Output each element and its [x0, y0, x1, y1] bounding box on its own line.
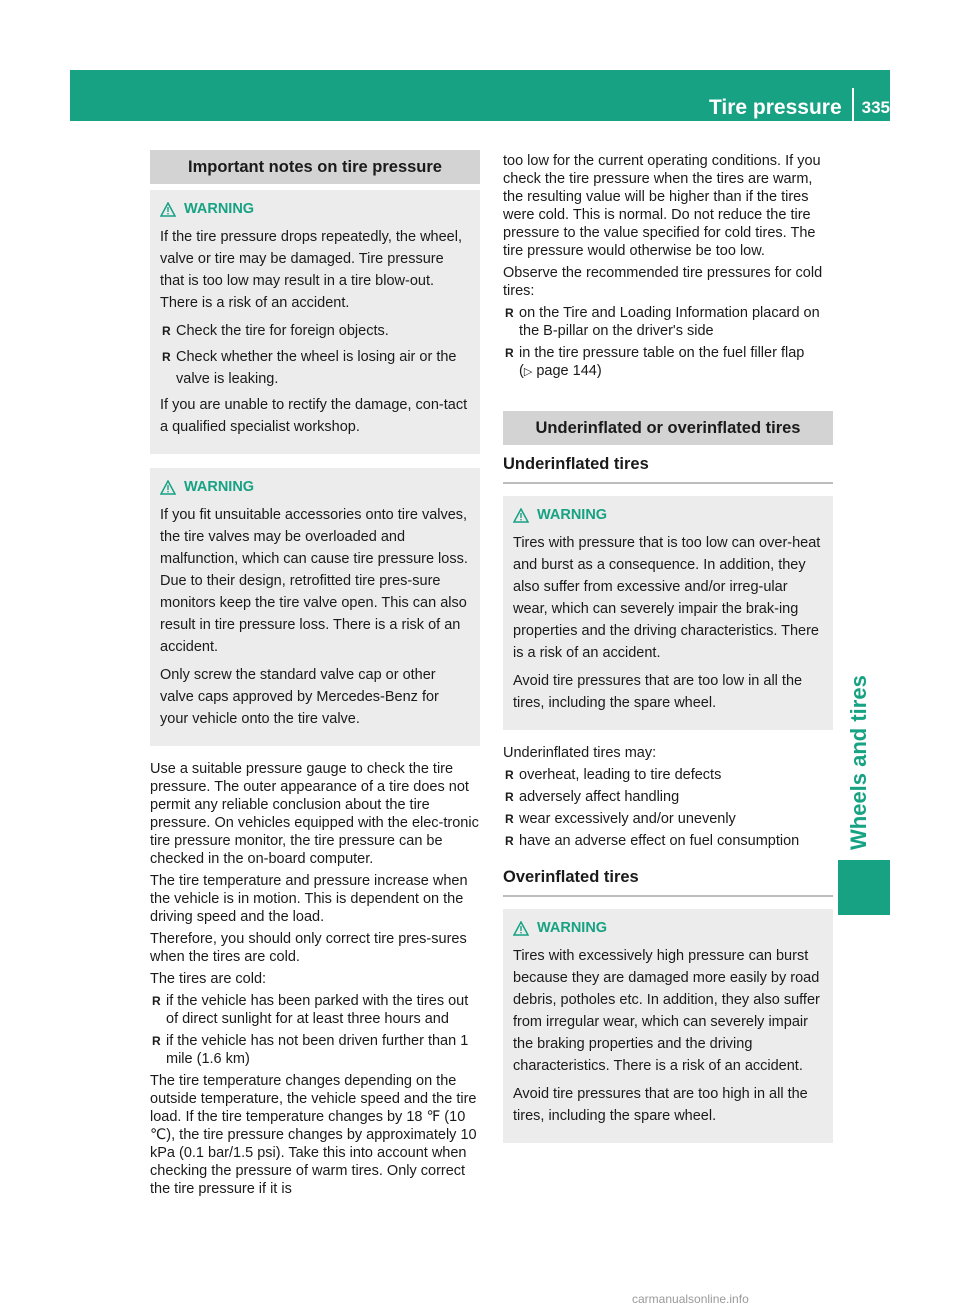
warning-triangle-icon [160, 480, 176, 495]
warning-title: WARNING [160, 198, 470, 220]
side-tab-marker [838, 860, 890, 915]
page-title: Tire pressure [708, 96, 842, 119]
list-item: R have an adverse effect on fuel consumption [505, 833, 800, 849]
warning-text: If the tire pressure drops repeatedly, the wheel, valve or tire may be damaged. Tire pressure that is too low may result in a tire blow-out. There is a risk of an accident. [160, 229, 462, 311]
warning-triangle-icon [160, 202, 176, 217]
warning-title: WARNING [513, 504, 823, 526]
may-list [503, 766, 833, 850]
page-number: 335 [861, 98, 890, 117]
list-item: R adversely affect handling [505, 789, 680, 805]
warning-title: WARNING [513, 917, 823, 939]
warning-text: Avoid tire pressures that are too high in all the tires, including the spare wheel. [513, 1086, 808, 1124]
body-paragraph: Use a suitable pressure gauge to check the tire pressure. The outer appearance of a tire does not permit any reliable conclusion about the tire pressure. On vehicles equipped with the elec-tronic tire pressure monitor, the tire pressure can be checked in the on-board computer. [150, 761, 479, 867]
list-item: R wear excessively and/or unevenly [505, 811, 736, 827]
body-paragraph: too low for the current operating conditions. If you check the tire pressure when the tires are warm, the resulting value will be higher than if the tires were cold. This is normal. Do not reduce the tire pressure to the value specified for cold tires. The tire pressure would otherwise be too low. [503, 153, 821, 259]
body-paragraph: The tires are cold: [150, 971, 267, 987]
warning-box [150, 190, 480, 454]
warning-text: If you fit unsuitable accessories onto tire valves, the tire valves may be overloaded and malfunction, which can cause tire pressure loss. Due to their design, retrofitted tire pres-sure monitors keep the tire valve open. This can also result in tire pressure loss. There is a risk of an accident. [160, 507, 468, 655]
list-item: R Check the tire for foreign objects. [162, 323, 389, 339]
side-tab-label: Wheels and tires [846, 675, 871, 850]
section-heading: Underinflated or overinflated tires [503, 411, 833, 445]
list-item: R overheat, leading to tire defects [505, 767, 722, 783]
warning-box [503, 496, 833, 730]
page-ref-icon: ▷ [523, 366, 533, 378]
observe-list [503, 304, 833, 381]
body-paragraph: Therefore, you should only correct tire pres-sures when the tires are cold. [150, 931, 467, 965]
warning-box [150, 468, 480, 746]
watermark: carmanualsonline.info [632, 1292, 749, 1306]
list-item: R on the Tire and Loading Information placard on the B-pillar on the driver's side [505, 305, 820, 339]
page-reference-link[interactable]: page 144 [536, 363, 597, 379]
body-paragraph: Observe the recommended tire pressures for cold tires: [503, 265, 823, 299]
list-item: R if the vehicle has been parked with the tires out of direct sunlight for at least three hours and [152, 993, 469, 1027]
subsection-heading: Underinflated tires [503, 445, 833, 484]
left-column [150, 150, 480, 1202]
list-item: R if the vehicle has not been driven further than 1 mile (1.6 km) [152, 1033, 469, 1067]
warning-text: Tires with excessively high pressure can burst because they are damaged more easily by road debris, potholes etc. In addition, they also suffer from irregular wear, which can severely impair the braking properties and the driving characteristics. There is a risk of an accident. [513, 948, 820, 1074]
warning-text: Avoid tire pressures that are too low in all the tires, including the spare wheel. [513, 673, 803, 711]
subsection-heading: Overinflated tires [503, 858, 833, 897]
warning-triangle-icon [513, 921, 529, 936]
warning-title: WARNING [160, 476, 470, 498]
warning-list [160, 320, 470, 390]
section-heading: Important notes on tire pressure [150, 150, 480, 184]
body-paragraph: The tire temperature changes depending on the outside temperature, the vehicle speed and the tire load. If the tire temperature changes by 18 ℉ (10 ℃), the tire pressure changes by approximately 10 kPa (0.1 bar/1.5 psi). Take this into account when checking the pressure of warm tires. Only correct the tire pressure if it is [150, 1073, 477, 1197]
warning-triangle-icon [513, 508, 529, 523]
right-column [503, 152, 833, 1157]
warning-box [503, 909, 833, 1143]
list-item: R in the tire pressure table on the fuel filler flap (▷ page 144) [505, 345, 805, 379]
header-separator [852, 88, 854, 128]
warning-text: Only screw the standard valve cap or other valve caps approved by Mercedes-Benz for your vehicle onto the tire valve. [160, 667, 439, 727]
page-header [709, 88, 890, 128]
body-paragraph: The tire temperature and pressure increase when the vehicle is in motion. This is dependent on the driving speed and the load. [150, 873, 468, 925]
cold-list [150, 992, 480, 1068]
body-paragraph: Underinflated tires may: [503, 745, 657, 761]
list-item: R Check whether the wheel is losing air or the valve is leaking. [162, 349, 457, 387]
warning-text: Tires with pressure that is too low can over-heat and burst as a consequence. In addition, they also suffer from excessive and/or irreg-ular wear, which can severely impair the brak-ing properties and the driving characteristics. There is a risk of an accident. [513, 535, 821, 661]
warning-text: If you are unable to rectify the damage, con-tact a qualified specialist workshop. [160, 397, 468, 435]
